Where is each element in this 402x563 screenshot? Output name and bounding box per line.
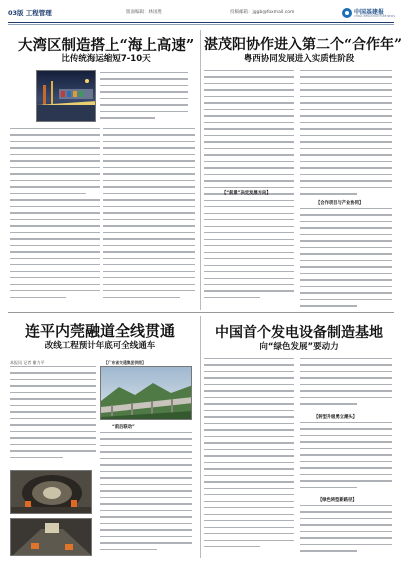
article4-title: 中国首个发电设备制造基地 [215,325,383,341]
header-rule [8,22,394,23]
article2-column2-text-a [300,70,392,198]
article3-photo-1 [10,470,92,514]
article3-subhead-1: “前后联动” [112,425,135,430]
article3-column2-text [100,432,192,558]
article4-column2-text-b [300,422,392,494]
article1-subtitle: 比传统海运缩短7-10天 [61,54,151,64]
article3-subtitle: 改线工程预计年底可全线通车 [44,341,156,351]
article3-column1-text [10,366,96,466]
section-divider [8,312,394,313]
article3-title: 连平内莞融道全线贯通 [24,322,175,340]
article3-photo-main [100,366,192,420]
email-line: 投稿邮箱：jggb@foxmail.com [230,10,295,15]
article3-photo-2 [10,518,92,556]
article4-column2-text-a [300,358,392,410]
logo-subtitle: CHINA INFRASTRUCTURE NEWS [354,15,396,18]
header-rule-thin [8,24,394,25]
masthead-logo [342,6,394,21]
page-header [8,7,394,21]
editor-line: 版面编辑：林国胜 [126,10,162,15]
article4-subtitle: 向“绿色发展”要动力 [259,342,339,352]
logo-name: 中国基建报 [354,9,385,16]
article2-title: 湛茂阳协作进入第二个“合作年” [204,37,402,53]
article1-photo [36,70,96,122]
article3-byline: 本报讯 记者 谢力平 [10,360,45,365]
article2-subtitle: 粤西协同发展进入实质性阶段 [243,54,355,64]
article4-column1-text [204,358,294,558]
article1-column2-text [103,128,195,308]
page-label: 03版 工程管理 [8,9,52,17]
logo-icon [342,8,352,18]
article3-caption: 【广东省交通集团供图】 [104,360,146,365]
article2-subhead-1: 【“前景”决定发展方向】 [222,191,271,196]
article4-subhead-1: 【转型升级勇立潮头】 [314,415,357,420]
article1-column1-text [10,128,100,308]
column-divider-bottom [200,316,201,558]
article1-intro-text [100,72,188,124]
column-divider [200,30,201,310]
article4-subhead-2: 【绿色转型新路径】 [318,498,357,503]
article2-subhead-2: 【合作项目与产业协同】 [316,201,364,206]
article1-title: 大湾区制造搭上“海上高速” [18,37,195,54]
article2-column2-text-b [300,208,392,310]
article4-column2-text-c [300,505,392,558]
